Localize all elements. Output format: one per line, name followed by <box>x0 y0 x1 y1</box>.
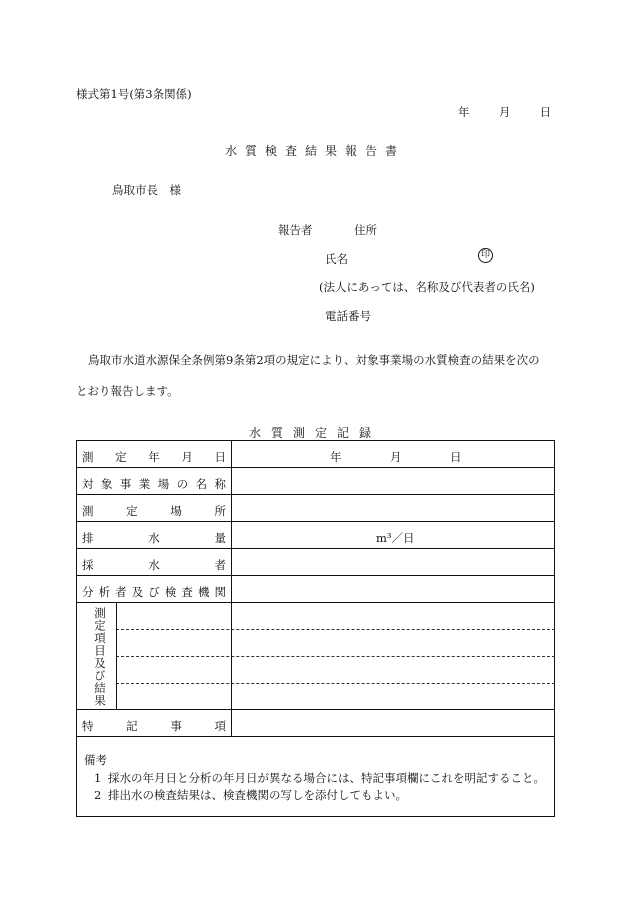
row-label-measurement-date <box>82 449 226 465</box>
label-char: 場 <box>157 477 170 491</box>
label-char: 検 <box>164 585 177 599</box>
label-char: 年 <box>148 450 160 464</box>
label-char: 日 <box>214 450 226 464</box>
page-title: 水質検査結果報告書 <box>224 144 405 158</box>
date-day: 日 <box>539 105 552 119</box>
body-text-line-1: 鳥取市水道水源保全条例第9条第2項の規定により、対象事業場の水質検査の結果を次の <box>88 353 540 367</box>
table-rule <box>76 521 555 522</box>
label-char: 排 <box>82 531 94 545</box>
addressee: 鳥取市長 様 <box>112 183 181 197</box>
label-char: 特 <box>82 719 94 733</box>
label-char: 分 <box>82 585 94 599</box>
label-char: 定 <box>126 504 138 518</box>
value-month: 月 <box>390 450 402 464</box>
label-char: び <box>148 585 160 599</box>
label-char: 事 <box>119 477 132 491</box>
label-char: 定 <box>115 450 127 464</box>
measurement-divider <box>116 683 555 684</box>
label-char: 析 <box>98 585 111 599</box>
row-label-special-notes <box>82 718 226 734</box>
label-char: 関 <box>214 585 226 599</box>
row-label-discharge-volume <box>82 530 226 546</box>
label-char: 者 <box>115 585 127 599</box>
form-number: 様式第1号(第3条関係) <box>76 87 192 101</box>
label-char: 量 <box>214 531 226 545</box>
remarks-heading: 備考 <box>84 753 107 767</box>
discharge-unit: m³／日 <box>376 531 415 545</box>
label-char: 場 <box>170 504 182 518</box>
remark-item: 2 排出水の検査結果は、検査機関の写しを添付してもよい。 <box>94 788 407 802</box>
label-char: 象 <box>100 477 113 491</box>
label-char: 査 <box>181 585 193 599</box>
label-char: 及 <box>131 585 144 599</box>
value-year: 年 <box>330 450 342 464</box>
label-char: 水 <box>148 558 160 572</box>
table-rule <box>76 736 555 737</box>
column-divider <box>116 602 117 709</box>
label-char: 対 <box>82 477 94 491</box>
corporation-note: (法人にあっては、名称及び代表者の氏名) <box>319 280 535 294</box>
record-title: 水質測定記録 <box>248 426 381 440</box>
label-char: 機 <box>197 585 210 599</box>
date-year: 年 <box>458 105 470 119</box>
label-char: 記 <box>126 719 138 733</box>
remark-item: 1 採水の年月日と分析の年月日が異なる場合には、特記事項欄にこれを明記すること。 <box>94 771 545 785</box>
address-label: 住所 <box>354 223 377 237</box>
label-char: 水 <box>148 531 160 545</box>
label-char: 測 <box>82 450 94 464</box>
label-char: 採 <box>82 558 94 572</box>
table-rule <box>76 709 555 710</box>
table-rule <box>76 575 555 576</box>
label-char: 月 <box>181 450 193 464</box>
name-label: 氏名 <box>325 252 348 266</box>
label-char: 項 <box>214 719 226 733</box>
measurement-items-label: 測定項目及び結果 <box>93 607 107 707</box>
phone-label: 電話番号 <box>325 309 371 323</box>
body-text-line-2: とおり報告します。 <box>76 384 179 398</box>
row-label-sampler <box>82 557 226 573</box>
column-divider <box>231 440 232 736</box>
remarks <box>84 752 545 804</box>
label-char: の <box>176 477 189 491</box>
value-day: 日 <box>450 450 462 464</box>
date-month: 月 <box>498 105 511 119</box>
label-char: 名 <box>195 477 208 491</box>
label-char: 所 <box>214 504 226 518</box>
label-char: 称 <box>214 477 226 491</box>
table-rule <box>76 467 555 468</box>
row-label-facility-name <box>82 476 226 492</box>
measurement-divider <box>116 629 555 630</box>
row-label-analyst <box>82 584 226 600</box>
report-date <box>458 104 551 120</box>
table-rule <box>76 602 555 603</box>
label-char: 業 <box>138 477 151 491</box>
label-char: 測 <box>82 504 94 518</box>
table-rule <box>76 494 555 495</box>
reporter-label: 報告者 <box>278 223 313 237</box>
table-rule <box>76 548 555 549</box>
row-label-measurement-place <box>82 503 226 519</box>
label-char: 者 <box>214 558 226 572</box>
seal-mark: 印 <box>478 248 493 263</box>
measurement-divider <box>116 656 555 657</box>
label-char: 事 <box>170 719 182 733</box>
